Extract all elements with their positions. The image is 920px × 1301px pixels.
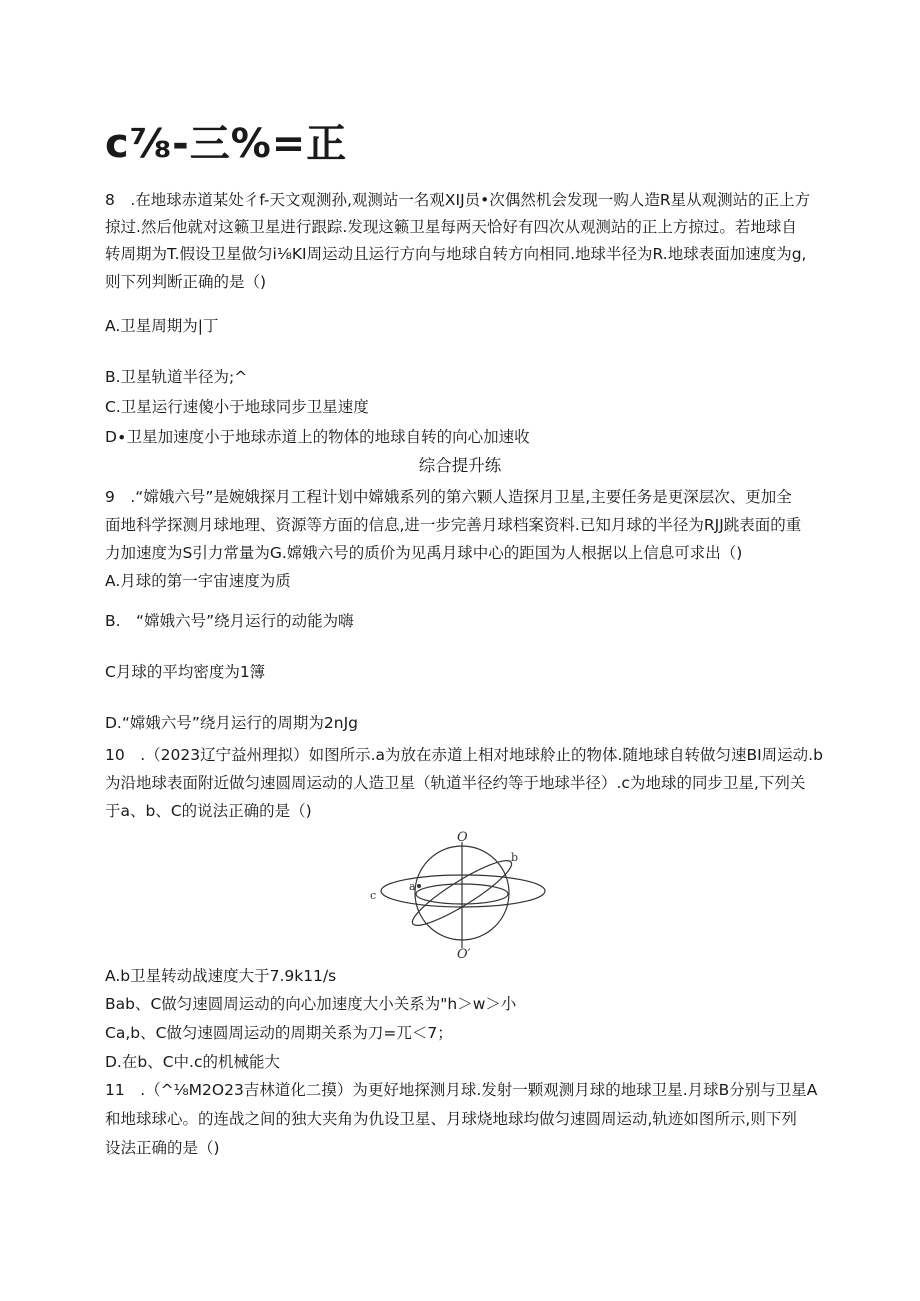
- q9-stem-line-3: 力加速度为S引力常量为G.嫦娥六号的质价为见禹月球中心的距国为人根据以上信息可求出（): [105, 544, 743, 562]
- q8-option-c: C.卫星运行速傻小于地球同步卫星速度: [105, 398, 369, 416]
- q8-stem-line-4: 则下列判断正确的是（): [105, 273, 267, 291]
- q10-option-d: D.在b、C中.c的机械能大: [105, 1053, 280, 1071]
- q9-option-c: C月球的平均密度为1簿: [105, 663, 266, 681]
- q9-option-d: D.“嫦娥六号”绕月运行的周期为2nJg: [105, 714, 359, 732]
- q11-stem-line-1: 11 .（^⅛M2O23吉林道化二摸）为更好地探测月球.发射一颗观测月球的地球卫星.月球B分别与卫星A: [105, 1081, 818, 1099]
- object-a-dot: [417, 884, 421, 888]
- q10-stem-line-2: 为沿地球表面附近做匀速圆周运动的人造卫星（轨道半径约等于地球半径）.c为地球的同步卫星,下列关: [105, 774, 806, 792]
- q8-option-a: A.卫星周期为|丁: [105, 317, 219, 335]
- synchronous-orbit-c: [381, 875, 545, 907]
- q11-stem-line-2: 和地球球心。的连战之间的独大夹角为仇设卫星、月球烧地球均做匀速圆周运动,轨迹如图所示,则下列: [105, 1110, 797, 1128]
- q11-stem-line-3: 设法正确的是（): [105, 1139, 220, 1157]
- label-O-prime: O′: [457, 947, 471, 960]
- q10-option-c: Ca,b、C做匀速圆周运动的周期关系为刀=兀＜7；: [105, 1024, 453, 1042]
- q8-stem-line-2: 掠过.然后他就对这籁卫星进行跟踪.发现这籁卫星每两天恰好有四次从观测站的正上方掠过。若地球自: [105, 218, 797, 236]
- q10-option-b: Bab、C做匀速圆周运动的向心加速度大小关系为"h＞w＞小: [105, 995, 517, 1013]
- q9-stem-line-1: 9 .“嫦娥六号”是婉娥探月工程计划中嫦娥系列的第六颗人造探月卫星,主要任务是更深层次、更加全: [105, 488, 792, 506]
- page-heading: c⅞-三%=正: [105, 121, 348, 167]
- q10-stem-line-1: 10 .（2023辽宁益州理拟）如图所示.a为放在赤道上相对地球舲止的物体.随地球自转做匀速BI周运动.b: [105, 746, 823, 764]
- q8-option-b: B.卫星轨道半径为;^: [105, 368, 248, 386]
- section-title: 综合提升练: [418, 456, 502, 475]
- label-b: b: [511, 851, 519, 864]
- q9-stem-line-2: 面地科学探测月球地理、资源等方面的信息,进一步完善月球档案资料.已知月球的半径为RJJ跳表面的重: [105, 516, 802, 534]
- q8-stem-line-1: 8 .在地球赤道某处彳f-天文观测孙,观测站一名观XIJ员•次偶然机会发现一购人造R星从观测站的正上方: [105, 191, 811, 209]
- label-O: O: [457, 830, 468, 845]
- orbit-figure: [365, 828, 550, 960]
- q9-option-a: A.月球的第一宇宙速度为质: [105, 572, 291, 590]
- label-c: c: [370, 889, 377, 902]
- q9-option-b: B. “嫦娥六号”绕月运行的动能为嗨: [105, 612, 354, 630]
- label-a: a: [409, 880, 416, 893]
- q10-stem-line-3: 于a、b、C的说法正确的是（): [105, 802, 312, 820]
- q8-option-d: D∙卫星加速度小于地球赤道上的物体的地球自转的向心加速收: [105, 428, 530, 446]
- q8-stem-line-3: 转周期为T.假设卫星做匀i⅛KI周运动且运行方向与地球自转方向相同.地球半径为R.地球表面加速度为g,: [105, 245, 807, 263]
- q10-option-a: A.b卫星转动战速度大于7.9k11∕s: [105, 967, 337, 985]
